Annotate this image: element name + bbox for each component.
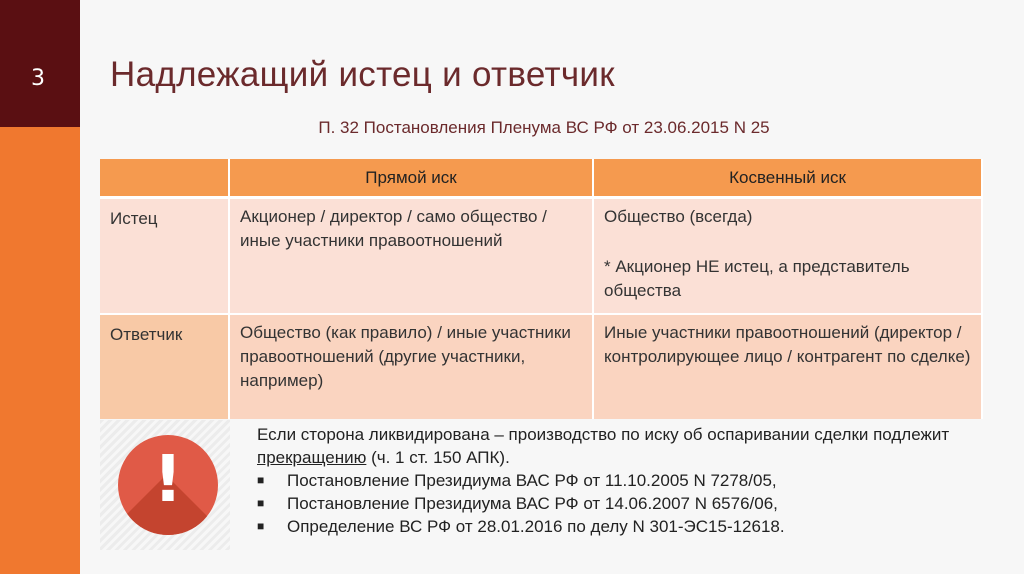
cell-footnote: * Акционер НЕ истец, а представитель общества <box>604 257 910 300</box>
header-cell-direct: Прямой иск <box>229 159 593 198</box>
header-cell-indirect: Косвенный иск <box>593 159 982 198</box>
alert-circle <box>118 435 218 535</box>
slide-subtitle <box>0 118 1024 138</box>
list-item-text: Постановление Президиума ВАС РФ от 11.10.2005 N 7278/05, <box>287 471 777 490</box>
subtitle-text: П. 32 Постановления Пленума ВС РФ от 23.06.2015 N 25 <box>318 118 770 137</box>
list-item <box>257 469 997 492</box>
bullet-icon: ■ <box>257 473 265 487</box>
table-row <box>100 314 982 419</box>
alert-graphic <box>100 420 230 550</box>
liquidation-note <box>257 423 997 538</box>
note-paragraph <box>257 423 997 469</box>
table-row <box>100 198 982 315</box>
note-text-end: (ч. 1 ст. 150 АПК). <box>366 448 510 467</box>
cell-defendant-direct: Общество (как правило) / иные участники правоотношений (другие участники, например) <box>229 314 593 419</box>
table-header-row <box>100 159 982 198</box>
note-emphasis: прекращению <box>257 448 367 467</box>
header-cell-empty <box>100 159 229 198</box>
bullet-icon: ■ <box>257 519 265 533</box>
cell-plaintiff-indirect <box>593 198 982 315</box>
slide-title: Надлежащий истец и ответчик <box>110 55 615 94</box>
case-list <box>257 469 997 538</box>
slide-number: 3 <box>31 66 45 91</box>
list-item-text: Определение ВС РФ от 28.01.2016 по делу N 301-ЭС15-12618. <box>287 517 785 536</box>
bullet-icon: ■ <box>257 496 265 510</box>
slide-number-box <box>0 0 80 127</box>
note-text: Если сторона ликвидирована – производство по иску об оспаривании сделки подлежит <box>257 425 950 444</box>
list-item <box>257 492 997 515</box>
list-item-text: Постановление Президиума ВАС РФ от 14.06.2007 N 6576/06, <box>287 494 778 513</box>
row-label-defendant: Ответчик <box>100 314 229 419</box>
cell-defendant-indirect: Иные участники правоотношений (директор / контролирующее лицо / контрагент по сделке) <box>593 314 982 419</box>
cell-plaintiff-direct: Акционер / директор / само общество / иные участники правоотношений <box>229 198 593 315</box>
parties-table <box>100 159 983 419</box>
exclamation-icon: ! <box>153 443 183 517</box>
list-item <box>257 515 997 538</box>
row-label-plaintiff: Истец <box>100 198 229 315</box>
cell-text: Общество (всегда) <box>604 207 753 226</box>
